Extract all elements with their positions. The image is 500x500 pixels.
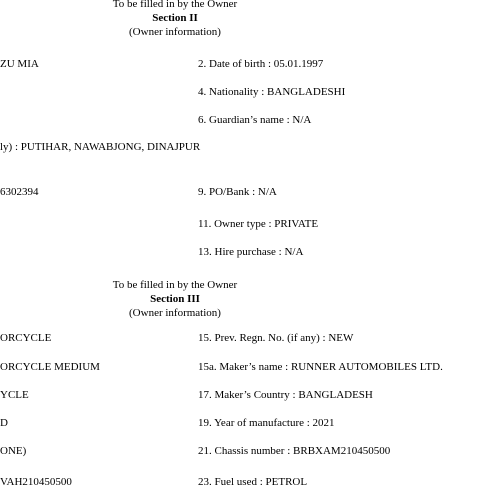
section2-title: Section II [152,12,198,24]
vehicle-body: YCLE [0,389,29,401]
engine-number: VAH210450500 [0,476,72,488]
fuel-used: 23. Fuel used : PETROL [198,476,308,488]
section3-title: Section III [150,293,200,305]
vehicle-field-4: D [0,417,8,429]
owner-address: ly) : PUTIHAR, NAWABJONG, DINAJPUR [0,141,201,153]
vehicle-class: ORCYCLE [0,332,52,344]
owner-name: ZU MIA [0,58,39,70]
chassis-number: 21. Chassis number : BRBXAM210450500 [198,445,391,457]
vehicle-field-5: ONE) [0,445,27,457]
section2-subtitle: (Owner information) [129,26,221,38]
nationality: 4. Nationality : BANGLADESHI [198,86,346,98]
date-of-birth: 2. Date of birth : 05.01.1997 [198,58,324,70]
section3-header: To be filled in by the Owner [112,279,238,291]
guardian-name: 6. Guardian’s name : N/A [198,114,312,126]
hire-purchase: 13. Hire purchase : N/A [198,246,304,258]
vehicle-type: ORCYCLE MEDIUM [0,361,100,373]
prev-regn-no: 15. Prev. Regn. No. (if any) : NEW [198,332,354,344]
section2-header: To be filled in by the Owner [112,0,238,10]
maker-country: 17. Maker’s Country : BANGLADESH [198,389,373,401]
owner-phone: 6302394 [0,186,39,198]
section3-subtitle: (Owner information) [129,307,221,319]
po-bank: 9. PO/Bank : N/A [198,186,277,198]
year-of-manufacture: 19. Year of manufacture : 2021 [198,417,335,429]
owner-type: 11. Owner type : PRIVATE [198,218,319,230]
maker-name: 15a. Maker’s name : RUNNER AUTOMOBILES LTD. [198,361,443,373]
